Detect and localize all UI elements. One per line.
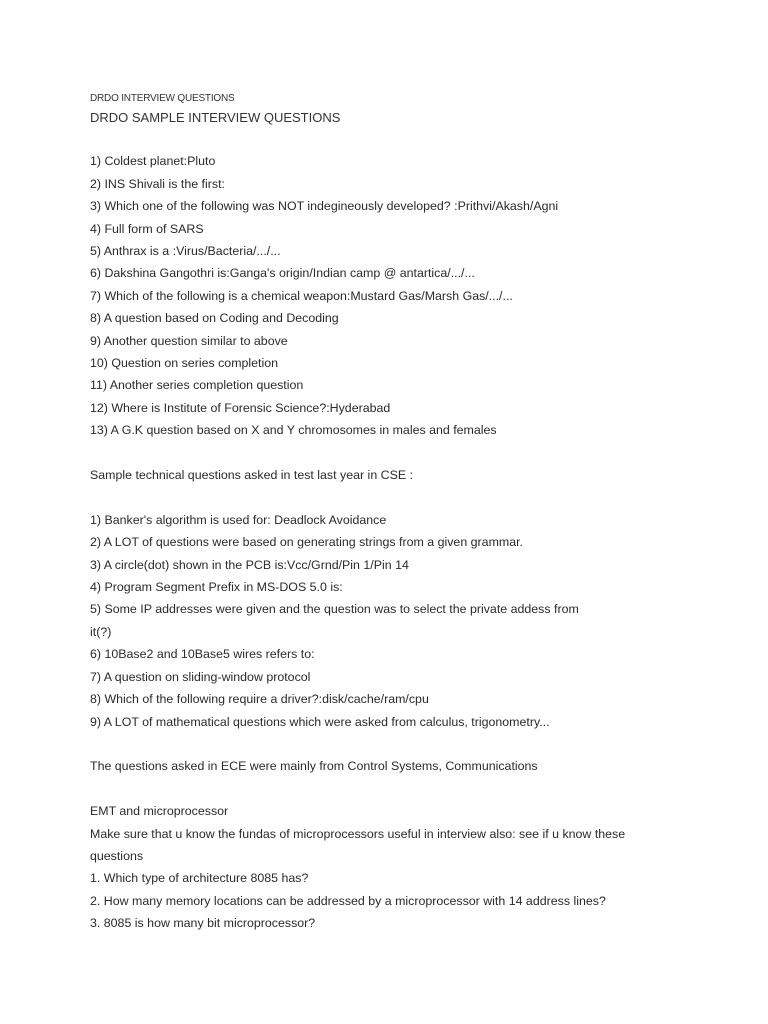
list-item: 1) Banker's algorithm is used for: Deadlock Avoidance bbox=[90, 512, 387, 527]
spacer bbox=[90, 733, 730, 755]
list-item: 8) Which of the following require a driver?:disk/cache/ram/cpu bbox=[90, 692, 429, 707]
list-item: 8) A question based on Coding and Decoding bbox=[90, 311, 339, 326]
micro-question-list bbox=[90, 867, 730, 934]
list-item: 9) A LOT of mathematical questions which were asked from calculus, trigonometry... bbox=[90, 714, 550, 729]
doc-header: DRDO INTERVIEW QUESTIONS bbox=[90, 93, 235, 104]
cse-question-list bbox=[90, 509, 730, 733]
list-item: 7) Which of the following is a chemical weapon:Mustard Gas/Marsh Gas/.../... bbox=[90, 288, 513, 303]
list-item: 6) 10Base2 and 10Base5 wires refers to: bbox=[90, 647, 315, 662]
document-page bbox=[90, 92, 730, 935]
spacer bbox=[90, 486, 730, 508]
list-item: 12) Where is Institute of Forensic Science?:Hyderabad bbox=[90, 400, 391, 415]
list-item: 9) Another question similar to above bbox=[90, 333, 288, 348]
list-item: 3. 8085 is how many bit microprocessor? bbox=[90, 916, 316, 931]
list-item: 10) Question on series completion bbox=[90, 356, 279, 371]
ece-paragraph: The questions asked in ECE were mainly from Control Systems, Communications bbox=[90, 759, 538, 774]
list-item: 1. Which type of architecture 8085 has? bbox=[90, 871, 309, 886]
list-item: 1) Coldest planet:Pluto bbox=[90, 154, 216, 169]
list-item: 6) Dakshina Gangothri is:Ganga's origin/Indian camp @ antartica/.../... bbox=[90, 266, 475, 281]
list-item: 2) A LOT of questions were based on generating strings from a given grammar. bbox=[90, 535, 523, 550]
micro-intro-line: Make sure that u know the fundas of microprocessors useful in interview also: see if u know these bbox=[90, 826, 626, 841]
list-item-continuation: it(?) bbox=[90, 624, 112, 639]
gk-question-list bbox=[90, 150, 730, 441]
spacer bbox=[90, 442, 730, 464]
emt-section-heading: EMT and microprocessor bbox=[90, 804, 229, 819]
list-item: 11) Another series completion question bbox=[90, 378, 304, 393]
list-item: 2) INS Shivali is the first: bbox=[90, 176, 225, 191]
list-item: 2. How many memory locations can be addressed by a microprocessor with 14 address lines? bbox=[90, 893, 606, 908]
list-item: 13) A G.K question based on X and Y chromosomes in males and females bbox=[90, 423, 497, 438]
spacer bbox=[90, 778, 730, 800]
list-item: 5) Some IP addresses were given and the question was to select the private addess from bbox=[90, 602, 579, 617]
list-item: 7) A question on sliding-window protocol bbox=[90, 669, 311, 684]
list-item: 5) Anthrax is a :Virus/Bacteria/.../... bbox=[90, 244, 281, 259]
list-item: 4) Program Segment Prefix in MS-DOS 5.0 is: bbox=[90, 580, 343, 595]
cse-section-heading: Sample technical questions asked in test last year in CSE : bbox=[90, 468, 414, 483]
spacer bbox=[90, 128, 730, 150]
micro-intro-line: questions bbox=[90, 848, 144, 863]
list-item: 4) Full form of SARS bbox=[90, 221, 204, 236]
doc-title: DRDO SAMPLE INTERVIEW QUESTIONS bbox=[90, 110, 341, 125]
list-item: 3) A circle(dot) shown in the PCB is:Vcc/Grnd/Pin 1/Pin 14 bbox=[90, 557, 409, 572]
list-item: 3) Which one of the following was NOT indegineously developed? :Prithvi/Akash/Agni bbox=[90, 199, 559, 214]
